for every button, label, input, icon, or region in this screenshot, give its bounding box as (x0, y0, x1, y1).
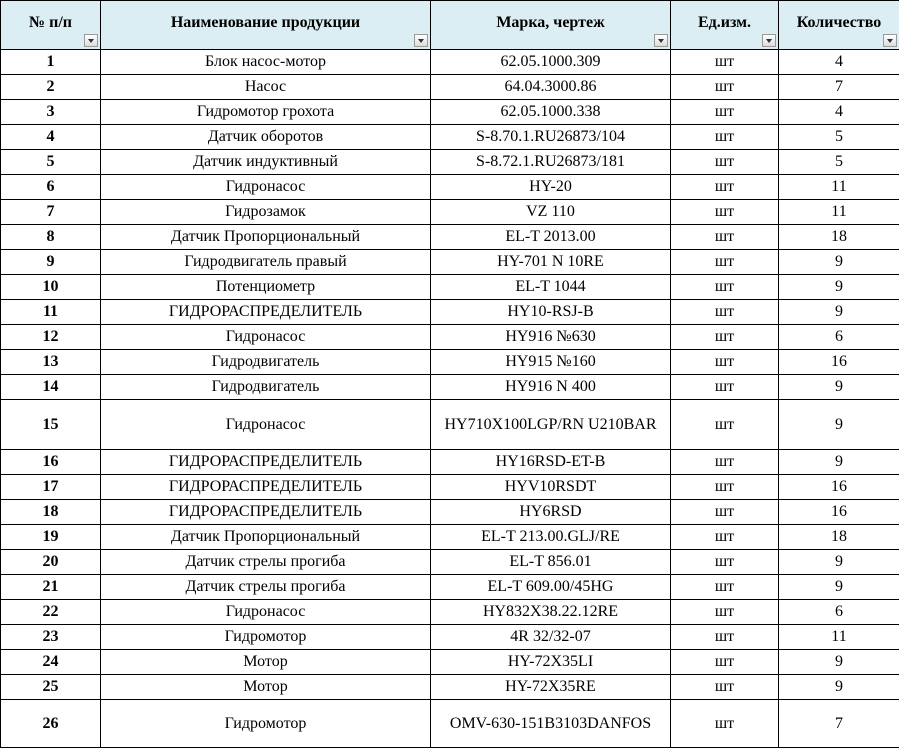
mark-drawing-cell[interactable]: EL-T 1044 (431, 275, 671, 300)
header-row (1, 1, 899, 50)
unit-cell[interactable]: шт (671, 200, 779, 225)
quantity-cell[interactable]: 18 (779, 525, 899, 550)
row-number-cell[interactable]: 26 (1, 700, 101, 748)
mark-drawing-cell[interactable]: HY16RSD-ET-B (431, 450, 671, 475)
quantity-cell[interactable]: 9 (779, 575, 899, 600)
row-number-cell[interactable]: 17 (1, 475, 101, 500)
quantity-cell[interactable]: 4 (779, 100, 899, 125)
unit-cell[interactable]: шт (671, 325, 779, 350)
unit-cell[interactable]: шт (671, 500, 779, 525)
table-row (1, 175, 899, 200)
row-number-cell[interactable]: 19 (1, 525, 101, 550)
mark-drawing-cell[interactable]: S-8.70.1.RU26873/104 (431, 125, 671, 150)
unit-cell[interactable]: шт (671, 75, 779, 100)
product-name-cell[interactable]: ГИДРОРАСПРЕДЕЛИТЕЛЬ (101, 450, 431, 475)
product-name-cell[interactable]: Гидронасос (101, 175, 431, 200)
mark-drawing-cell[interactable]: HY-20 (431, 175, 671, 200)
product-name-cell[interactable]: Гидронасос (101, 325, 431, 350)
row-number-cell[interactable]: 3 (1, 100, 101, 125)
quantity-cell[interactable]: 9 (779, 275, 899, 300)
header-cell-name[interactable] (101, 1, 431, 50)
header-label: Наименование продукции (170, 14, 361, 31)
mark-drawing-cell[interactable]: HY915 №160 (431, 350, 671, 375)
table-row (1, 75, 899, 100)
mark-drawing-cell[interactable]: EL-T 856.01 (431, 550, 671, 575)
quantity-cell[interactable]: 5 (779, 125, 899, 150)
mark-drawing-cell[interactable]: EL-T 609.00/45HG (431, 575, 671, 600)
product-name-cell[interactable]: Гидродвигатель (101, 375, 431, 400)
product-name-cell[interactable]: Потенциометр (101, 275, 431, 300)
table-row (1, 550, 899, 575)
row-number-cell[interactable]: 5 (1, 150, 101, 175)
quantity-cell[interactable]: 6 (779, 325, 899, 350)
table-row (1, 150, 899, 175)
header-cell-unit[interactable] (671, 1, 779, 50)
quantity-cell[interactable]: 9 (779, 250, 899, 275)
unit-cell[interactable]: шт (671, 250, 779, 275)
mark-drawing-cell[interactable]: OMV-630-151B3103DANFOS (431, 700, 671, 748)
product-name-cell[interactable]: Гидромотор (101, 700, 431, 748)
header-cell-mark[interactable] (431, 1, 671, 50)
unit-cell[interactable]: шт (671, 550, 779, 575)
quantity-cell[interactable]: 16 (779, 500, 899, 525)
quantity-cell[interactable]: 5 (779, 150, 899, 175)
row-number-cell[interactable]: 24 (1, 650, 101, 675)
unit-cell[interactable]: шт (671, 125, 779, 150)
product-name-cell[interactable]: Гидронасос (101, 400, 431, 450)
row-number-cell[interactable]: 9 (1, 250, 101, 275)
product-name-cell[interactable]: Насос (101, 75, 431, 100)
product-name-cell[interactable]: Датчик Пропорциональный (101, 225, 431, 250)
product-name-cell[interactable]: ГИДРОРАСПРЕДЕЛИТЕЛЬ (101, 300, 431, 325)
table-row (1, 400, 899, 450)
unit-cell[interactable]: шт (671, 150, 779, 175)
table-row (1, 350, 899, 375)
product-name-cell[interactable]: Блок насос-мотор (101, 50, 431, 75)
mark-drawing-cell[interactable]: EL-T 2013.00 (431, 225, 671, 250)
table-row (1, 525, 899, 550)
unit-cell[interactable]: шт (671, 450, 779, 475)
unit-cell[interactable]: шт (671, 700, 779, 748)
unit-cell[interactable]: шт (671, 600, 779, 625)
unit-cell[interactable]: шт (671, 50, 779, 75)
mark-drawing-cell[interactable]: EL-T 213.00.GLJ/RE (431, 525, 671, 550)
product-name-cell[interactable]: Гидромотор (101, 625, 431, 650)
table-row (1, 50, 899, 75)
mark-drawing-cell[interactable]: S-8.72.1.RU26873/181 (431, 150, 671, 175)
row-number-cell[interactable]: 4 (1, 125, 101, 150)
row-number-cell[interactable]: 21 (1, 575, 101, 600)
mark-drawing-cell[interactable]: HY6RSD (431, 500, 671, 525)
product-name-cell[interactable]: Мотор (101, 675, 431, 700)
mark-drawing-cell[interactable]: HYV10RSDT (431, 475, 671, 500)
header-label: Ед.изм. (697, 14, 752, 31)
mark-drawing-cell[interactable]: 64.04.3000.86 (431, 75, 671, 100)
unit-cell[interactable]: шт (671, 625, 779, 650)
mark-drawing-cell[interactable]: HY-72X35RE (431, 675, 671, 700)
product-name-cell[interactable]: Датчик стрелы прогиба (101, 550, 431, 575)
mark-drawing-cell[interactable]: HY710X100LGP/RN U210BAR (431, 400, 671, 450)
unit-cell[interactable]: шт (671, 175, 779, 200)
product-name-cell[interactable]: Датчик стрелы прогиба (101, 575, 431, 600)
table-body (1, 50, 899, 748)
table-row (1, 275, 899, 300)
product-name-cell[interactable]: Гидронасос (101, 600, 431, 625)
unit-cell[interactable]: шт (671, 525, 779, 550)
unit-cell[interactable]: шт (671, 400, 779, 450)
table-row (1, 250, 899, 275)
quantity-cell[interactable]: 9 (779, 550, 899, 575)
table-row (1, 600, 899, 625)
filter-dropdown-icon[interactable] (84, 34, 98, 47)
row-number-cell[interactable]: 16 (1, 450, 101, 475)
quantity-cell[interactable]: 18 (779, 225, 899, 250)
unit-cell[interactable]: шт (671, 650, 779, 675)
quantity-cell[interactable]: 16 (779, 475, 899, 500)
row-number-cell[interactable]: 12 (1, 325, 101, 350)
row-number-cell[interactable]: 2 (1, 75, 101, 100)
quantity-cell[interactable]: 9 (779, 375, 899, 400)
quantity-cell[interactable]: 4 (779, 50, 899, 75)
product-name-cell[interactable]: Датчик индуктивный (101, 150, 431, 175)
mark-drawing-cell[interactable]: VZ 110 (431, 200, 671, 225)
quantity-cell[interactable]: 9 (779, 675, 899, 700)
product-name-cell[interactable]: Гидрозамок (101, 200, 431, 225)
row-number-cell[interactable]: 14 (1, 375, 101, 400)
quantity-cell[interactable]: 11 (779, 200, 899, 225)
product-name-cell[interactable]: Гидродвигатель (101, 350, 431, 375)
table-row (1, 375, 899, 400)
row-number-cell[interactable]: 23 (1, 625, 101, 650)
quantity-cell[interactable]: 9 (779, 650, 899, 675)
unit-cell[interactable]: шт (671, 475, 779, 500)
table-row (1, 675, 899, 700)
mark-drawing-cell[interactable]: 4R 32/32-07 (431, 625, 671, 650)
mark-drawing-cell[interactable]: 62.05.1000.338 (431, 100, 671, 125)
filter-dropdown-icon[interactable] (883, 34, 897, 47)
unit-cell[interactable]: шт (671, 100, 779, 125)
row-number-cell[interactable]: 11 (1, 300, 101, 325)
table-row (1, 450, 899, 475)
filter-dropdown-icon[interactable] (414, 34, 428, 47)
filter-dropdown-icon[interactable] (762, 34, 776, 47)
unit-cell[interactable]: шт (671, 575, 779, 600)
product-name-cell[interactable]: Гидромотор грохота (101, 100, 431, 125)
table-row (1, 100, 899, 125)
row-number-cell[interactable]: 10 (1, 275, 101, 300)
quantity-cell[interactable]: 7 (779, 700, 899, 748)
product-name-cell[interactable]: Датчик оборотов (101, 125, 431, 150)
product-name-cell[interactable]: ГИДРОРАСПРЕДЕЛИТЕЛЬ (101, 475, 431, 500)
table-row (1, 575, 899, 600)
unit-cell[interactable]: шт (671, 300, 779, 325)
row-number-cell[interactable]: 6 (1, 175, 101, 200)
header-label: Количество (796, 14, 882, 31)
header-cell-num[interactable] (1, 1, 101, 50)
quantity-cell[interactable]: 6 (779, 600, 899, 625)
row-number-cell[interactable]: 1 (1, 50, 101, 75)
row-number-cell[interactable]: 18 (1, 500, 101, 525)
unit-cell[interactable]: шт (671, 225, 779, 250)
header-cell-qty[interactable] (779, 1, 899, 50)
product-name-cell[interactable]: Мотор (101, 650, 431, 675)
product-name-cell[interactable]: Датчик Пропорциональный (101, 525, 431, 550)
row-number-cell[interactable]: 7 (1, 200, 101, 225)
mark-drawing-cell[interactable]: HY916 №630 (431, 325, 671, 350)
unit-cell[interactable]: шт (671, 275, 779, 300)
product-name-cell[interactable]: ГИДРОРАСПРЕДЕЛИТЕЛЬ (101, 500, 431, 525)
unit-cell[interactable]: шт (671, 375, 779, 400)
quantity-cell[interactable]: 9 (779, 450, 899, 475)
mark-drawing-cell[interactable]: HY-701 N 10RE (431, 250, 671, 275)
table-row (1, 300, 899, 325)
row-number-cell[interactable]: 13 (1, 350, 101, 375)
row-number-cell[interactable]: 22 (1, 600, 101, 625)
quantity-cell[interactable]: 16 (779, 350, 899, 375)
row-number-cell[interactable]: 25 (1, 675, 101, 700)
quantity-cell[interactable]: 7 (779, 75, 899, 100)
table-row (1, 625, 899, 650)
header-label: № п/п (29, 14, 72, 31)
header-label: Марка, чертеж (496, 14, 605, 31)
table-row (1, 200, 899, 225)
table-row (1, 650, 899, 675)
table-row (1, 125, 899, 150)
unit-cell[interactable]: шт (671, 350, 779, 375)
table-row (1, 475, 899, 500)
table-row (1, 325, 899, 350)
quantity-cell[interactable]: 9 (779, 300, 899, 325)
mark-drawing-cell[interactable]: 62.05.1000.309 (431, 50, 671, 75)
table-row (1, 225, 899, 250)
mark-drawing-cell[interactable]: HY832X38.22.12RE (431, 600, 671, 625)
row-number-cell[interactable]: 20 (1, 550, 101, 575)
product-name-cell[interactable]: Гидродвигатель правый (101, 250, 431, 275)
filter-dropdown-icon[interactable] (654, 34, 668, 47)
unit-cell[interactable]: шт (671, 675, 779, 700)
quantity-cell[interactable]: 11 (779, 175, 899, 200)
row-number-cell[interactable]: 15 (1, 400, 101, 450)
table-row (1, 500, 899, 525)
mark-drawing-cell[interactable]: HY-72X35LI (431, 650, 671, 675)
mark-drawing-cell[interactable]: HY10-RSJ-B (431, 300, 671, 325)
quantity-cell[interactable]: 11 (779, 625, 899, 650)
row-number-cell[interactable]: 8 (1, 225, 101, 250)
quantity-cell[interactable]: 9 (779, 400, 899, 450)
table-row (1, 700, 899, 748)
mark-drawing-cell[interactable]: HY916 N 400 (431, 375, 671, 400)
